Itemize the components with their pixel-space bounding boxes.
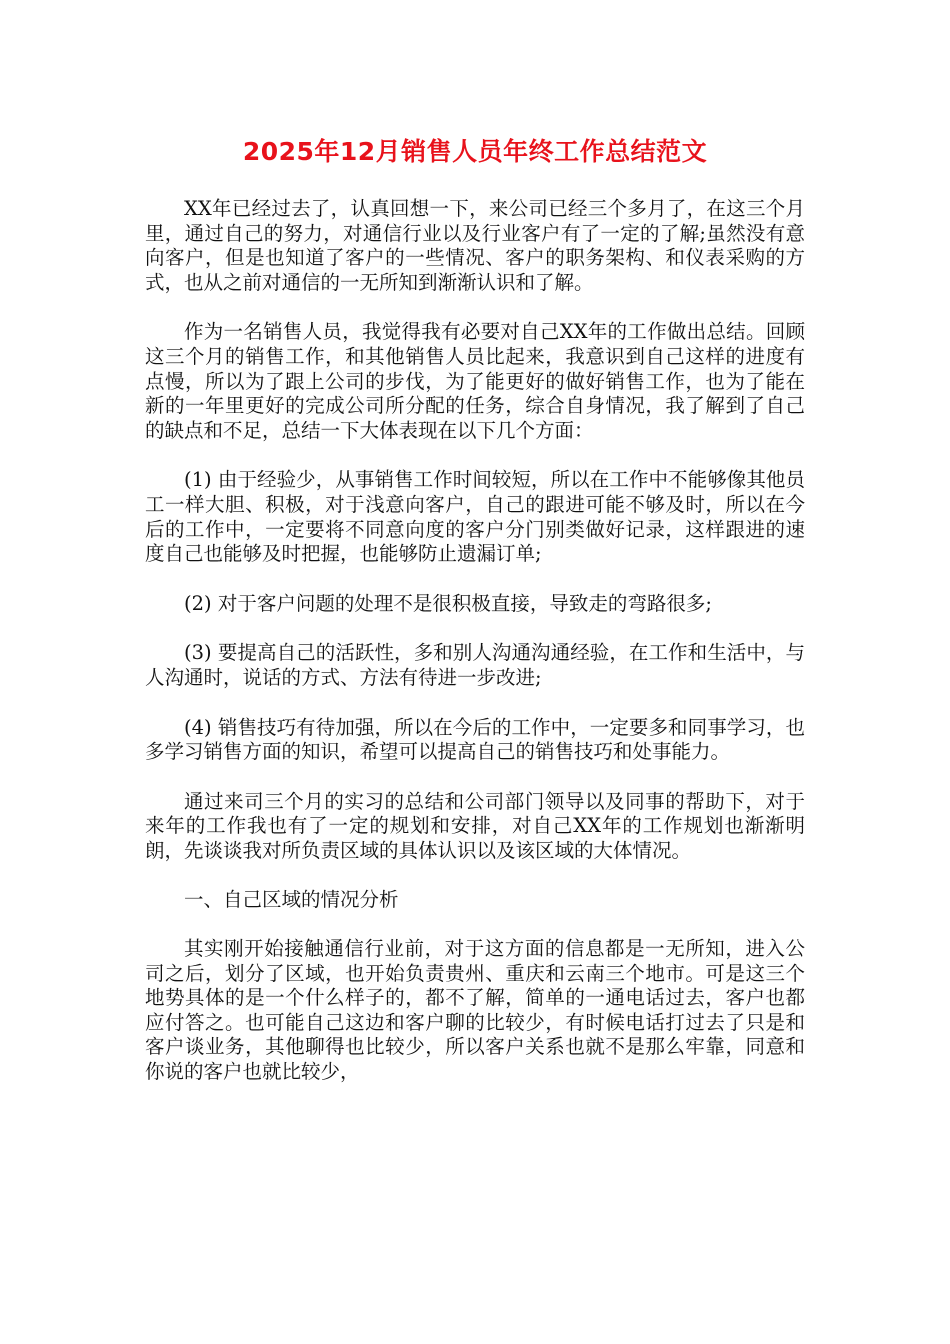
section-heading-region-analysis: 一、自己区域的情况分析	[184, 888, 399, 912]
paragraph-intro: XX年已经过去了，认真回想一下，来公司已经三个多月了，在这三个月里，通过自己的努力，对通信行业以及行业客户有了一定的了解;虽然没有意向客户，但是也知道了客户的一些情况、客户的职务架构、和仪表采购的方式，也从之前对通信的一无所知到渐渐认识和了解。	[145, 197, 805, 294]
paragraph-point-1: (1) 由于经验少，从事销售工作时间较短，所以在工作中不能够像其他员工一样大胆、积极，对于浅意向客户，自己的跟进可能不够及时，所以在今后的工作中，一定要将不同意向度的客户分门别类做好记录，这样跟进的速度自己也能够及时把握，也能够防止遗漏订单;	[145, 468, 805, 566]
paragraph-region-analysis: 其实刚开始接触通信行业前，对于这方面的信息都是一无所知，进入公司之后，划分了区域，也开始负责贵州、重庆和云南三个地市。可是这三个地势具体的是一个什么样子的，都不了解，简单的一通电话过去，客户也都应付答之。也可能自己这边和客户聊的比较少，有时候电话打过去了只是和客户谈业务，其他聊得也比较少，所以客户关系也就不是那么牢靠，同意和你说的客户也就比较少，	[145, 937, 805, 1084]
paragraph-point-4: (4) 销售技巧有待加强，所以在今后的工作中，一定要多和同事学习，也多学习销售方面的知识，希望可以提高自己的销售技巧和处事能力。	[145, 715, 805, 764]
paragraph-point-3: (3) 要提高自己的活跃性，多和别人沟通沟通经验，在工作和生活中，与人沟通时，说话的方式、方法有待进一步改进;	[145, 641, 805, 689]
document-title: 2025年12月销售人员年终工作总结范文	[242, 137, 708, 166]
paragraph-plan: 通过来司三个月的实习的总结和公司部门领导以及同事的帮助下，对于来年的工作我也有了一定的规划和安排，对自己XX年的工作规划也渐渐明朗，先谈谈我对所负责区域的具体认识以及该区域的大体情况。	[145, 789, 805, 862]
paragraph-summary: 作为一名销售人员，我觉得我有必要对自己XX年的工作做出总结。回顾这三个月的销售工作，和其他销售人员比起来，我意识到自己这样的进度有点慢，所以为了跟上公司的步伐，为了能更好的做好销售工作，也为了能在新的一年里更好的完成公司所分配的任务，综合自身情况，我了解到了自己的缺点和不足，总结一下大体表现在以下几个方面：	[145, 320, 805, 442]
document-body	[145, 197, 805, 1110]
paragraph-point-2: (2) 对于客户问题的处理不是很积极直接，导致走的弯路很多;	[184, 591, 712, 615]
